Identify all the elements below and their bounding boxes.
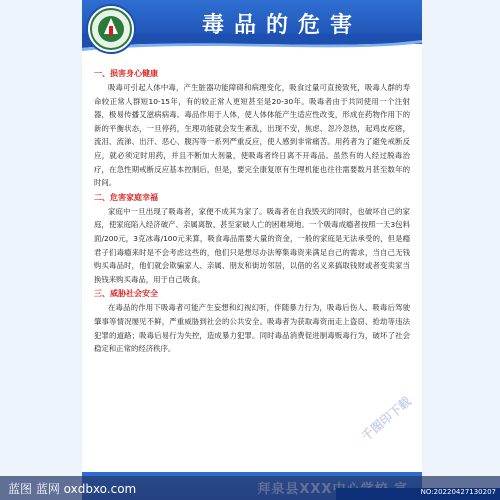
anti-drug-logo-icon bbox=[86, 4, 136, 54]
section-paragraph: 家庭中一旦出现了吸毒者，家便不成其为家了。吸毒者在自我毁灭的同时，也破坏自己的家庭，使家庭陷入经济破产、亲属离散、甚至家破人亡的困难境地。一个吸毒成瘾者按照一天3包料面/200元，3克冰毒/100元来算，吸食毒品需要大量的资金，一般的家庭是无法承受的，但是瘾君子们毒瘾来时是不会考虑这些的，他们只是想尽办法筹集毒资来满足自己的需求，当自己无钱购买毒品时，他们就会欺骗家人、亲属、朋友和街坊邻居，以借的名义来搞取钱财或者变卖家当换钱来购买毒品，用于自己吸食。 bbox=[94, 206, 410, 284]
section-paragraph: 吸毒可引起人体中毒，产生脏器功能障碍和病理变化，吸食过量可直接致死，吸毒人群的寿命较正常人群短10-15年，有的较正常人更短甚至是20-30年。吸毒者由于共同使用一个注射器，极易传播艾滋病病毒。毒品作用于人体，使人体体能产生适应性改变，形成在药物作用下的新的平衡状态，一旦停药，生理功能就会发生紊乱，出现不安，焦虑、忽冷忽热，起鸡皮疙瘩，流泪、流涕、出汗、恶心、腹泻等一系列严重反应，使人感到非常痛苦。用药者为了避免戒断反应，就必须定时用药，并且不断加大剂量，使吸毒者终日离不开毒品。虽然有的人经过脱毒治疗，在急性期戒断反应基本控制后，但是，要完全康复原有生理机能也往往需要数月甚至数年的时间。 bbox=[94, 83, 410, 188]
section-heading: 二、危害家庭幸福 bbox=[94, 192, 158, 202]
watermark-site-text: 蓝图 蓝网 oxdbxo.com bbox=[8, 482, 137, 496]
section-heading: 一、损害身心健康 bbox=[94, 69, 158, 78]
diagonal-watermark: 千图印下载 bbox=[358, 394, 414, 444]
poster-title: 毒品的危害 bbox=[201, 13, 362, 38]
section-paragraph: 在毒品的作用下吸毒者可能产生妄想和幻视幻听，伴随暴力行为，吸毒后伤人、吸毒后驾驶肇事等情况屡见不鲜，严重威胁到社会的公共安全。吸毒者为获取毒资而走上盗窃、抢劫等违法犯罪的道路；吸毒后易行为失控，造成暴力犯罪。同时毒品消费促进制毒贩毒行为，破坏了社会稳定和正常的经济秩序。 bbox=[94, 303, 410, 354]
poster-body bbox=[94, 66, 410, 356]
section-heading: 三、威胁社会安全 bbox=[94, 289, 158, 299]
watermark-id: NO:20220427130207 bbox=[336, 488, 500, 500]
